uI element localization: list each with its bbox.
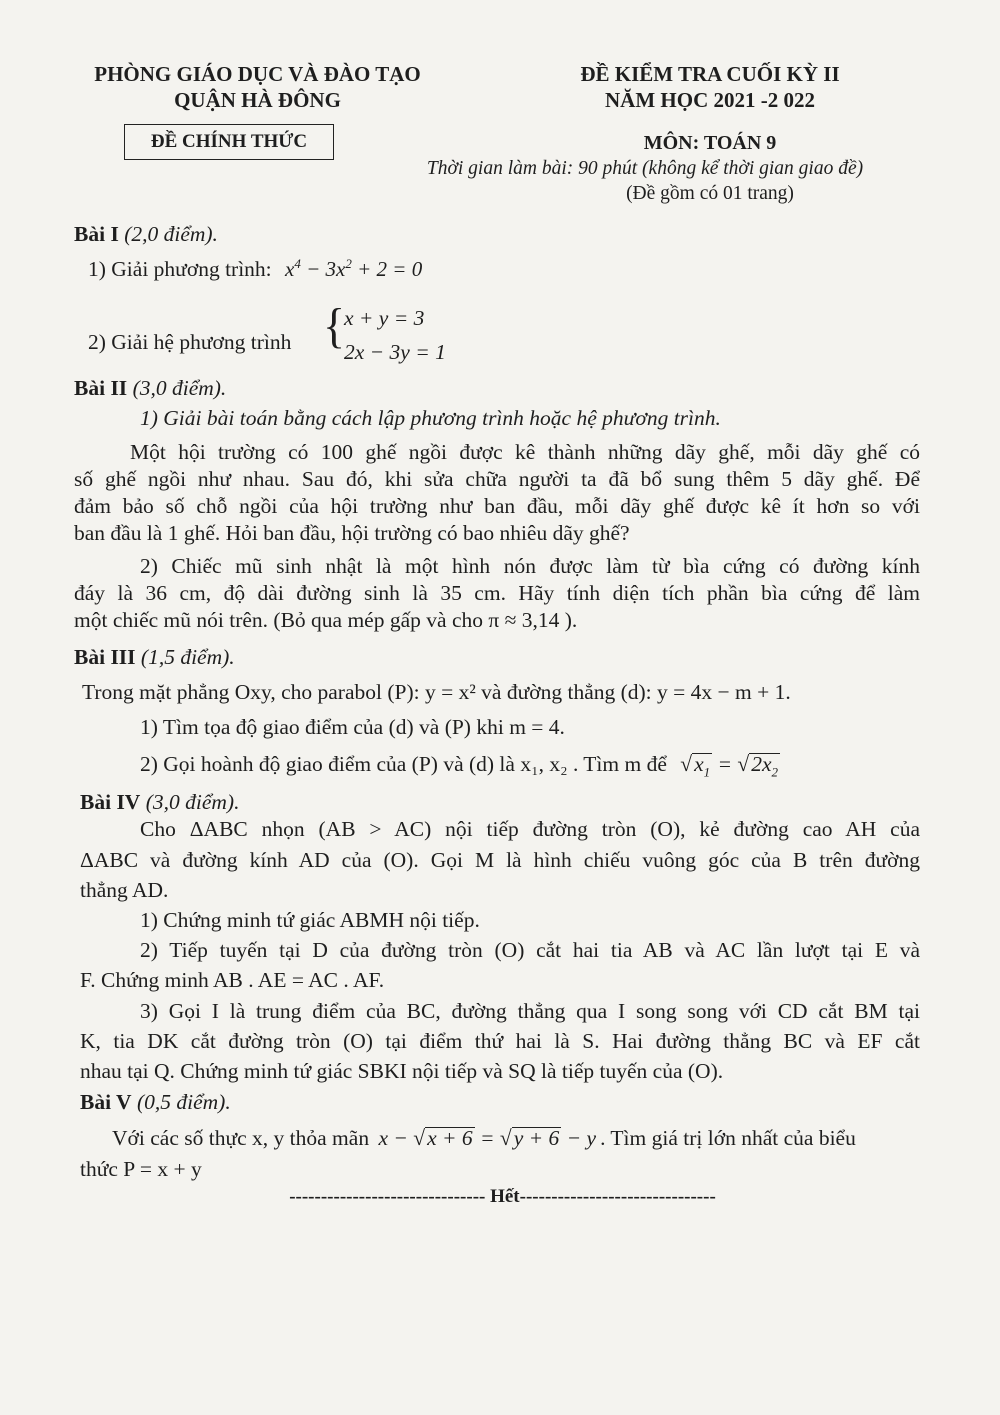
bai3-q1: 1) Tìm tọa độ giao điểm của (d) và (P) khi m = 4. bbox=[140, 715, 565, 739]
bai2-q1-line: ban đầu là 1 ghế. Hỏi ban đầu, hội trường có bao nhiêu dãy ghế? bbox=[74, 521, 630, 545]
pages-note: (Đề gồm có 01 trang) bbox=[626, 183, 794, 204]
system-eq2: 2x − 3y = 1 bbox=[344, 340, 446, 364]
bai2-q1-line: đảm bảo số chỗ ngồi của hội trường như ban đầu, mỗi dãy ghế được kê ít hơn so với bbox=[74, 494, 920, 518]
bai3-heading: Bài III (1,5 điểm). bbox=[74, 645, 235, 669]
school-year: NĂM HỌC 2021 -2 022 bbox=[605, 88, 815, 112]
bai4-line: thẳng AD. bbox=[80, 878, 169, 902]
bai4-q2-line: F. Chứng minh AB . AE = AC . AF. bbox=[80, 968, 385, 992]
bai4-q3-line: 3) Gọi I là trung điểm của BC, đường thẳng qua I song song với CD cắt BM tại bbox=[140, 999, 920, 1023]
time-note: Thời gian làm bài: 90 phút (không kể thời gian giao đề) bbox=[426, 158, 864, 179]
district-title: QUẬN HÀ ĐÔNG bbox=[174, 88, 341, 112]
bai3-intro: Trong mặt phẳng Oxy, cho parabol (P): y = x² và đường thẳng (d): y = 4x − m + 1. bbox=[82, 680, 791, 704]
bai2-q2-line: đáy là 36 cm, độ dài đường sinh là 35 cm. Hãy tính diện tích phần bìa cứng để làm bbox=[74, 581, 920, 605]
bai5-line1: Với các số thực x, y thỏa mãn x − √x + 6 = √y + 6 − y . Tìm giá trị lớn nhất của biểu bbox=[112, 1126, 856, 1150]
end-marker: ------------------------------- Hết------------------------------- bbox=[289, 1186, 716, 1207]
bai3-condition: $√x_1 = √2x_2$ bbox=[680, 752, 780, 776]
brace: { bbox=[323, 298, 346, 353]
bai1-q2: 2) Giải hệ phương trình bbox=[88, 330, 292, 354]
bai1-q1: 1) Giải phương trình: $x^4 - 3x^2 + 2 = 0$ bbox=[88, 256, 423, 281]
official-exam-box: ĐỀ CHÍNH THỨC bbox=[124, 124, 334, 160]
bai2-q1-line: số ghế ngồi như nhau. Sau đó, khi sửa chữa người ta đã bổ sung thêm 5 dãy ghế. Để bbox=[74, 467, 920, 491]
system-eq1: x + y = 3 bbox=[344, 306, 425, 330]
bai4-line: ΔABC và đường kính AD của (O). Gọi M là hình chiếu vuông góc của B trên đường bbox=[80, 848, 920, 872]
bai5-equation: x − √x + 6 = √y + 6 − y bbox=[378, 1126, 597, 1150]
bai2-q1-line: Một hội trường có 100 ghế ngồi được kê thành những dãy ghế, mỗi dãy ghế có bbox=[130, 440, 920, 464]
bai1-heading: Bài I (2,0 điểm). bbox=[74, 222, 218, 246]
department-title: PHÒNG GIÁO DỤC VÀ ĐÀO TẠO bbox=[94, 62, 421, 86]
bai1-equation: $x^4 - 3x^2 + 2 = 0$ bbox=[285, 256, 423, 281]
subject: MÔN: TOÁN 9 bbox=[643, 132, 777, 154]
bai4-q3-line: nhau tại Q. Chứng minh tứ giác SBKI nội tiếp và SQ là tiếp tuyến của (O). bbox=[80, 1059, 724, 1083]
bai2-q2-line: 2) Chiếc mũ sinh nhật là một hình nón được làm từ bìa cứng có đường kính bbox=[140, 554, 920, 578]
bai4-heading: Bài IV (3,0 điểm). bbox=[80, 790, 240, 814]
bai4-q1: 1) Chứng minh tứ giác ABMH nội tiếp. bbox=[140, 908, 480, 932]
exam-title: ĐỀ KIỂM TRA CUỐI KỲ II bbox=[580, 62, 840, 86]
bai4-q3-line: K, tia DK cắt đường tròn (O) tại điểm thứ hai là S. Hai đường thẳng BC và EF cắt bbox=[80, 1029, 920, 1053]
bai3-q2: 2) Gọi hoành độ giao điểm của (P) và (d) là x₁, x₂ . Tìm m để $√x_1 = √2x_2$ bbox=[140, 752, 780, 782]
bai4-q2-line: 2) Tiếp tuyến tại D của đường tròn (O) cắt hai tia AB và AC lần lượt tại E và bbox=[140, 938, 920, 962]
bai5-heading: Bài V (0,5 điểm). bbox=[80, 1090, 231, 1114]
bai2-q2-line: một chiếc mũ nói trên. (Bỏ qua mép gấp và cho π ≈ 3,14 ). bbox=[74, 608, 578, 632]
bai2-heading: Bài II (3,0 điểm). bbox=[74, 376, 227, 400]
bai4-line: Cho ΔABC nhọn (AB > AC) nội tiếp đường tròn (O), kẻ đường cao AH của bbox=[140, 817, 920, 841]
bai5-line2: thức P = x + y bbox=[80, 1157, 202, 1181]
bai2-q1-heading: 1) Giải bài toán bằng cách lập phương trình hoặc hệ phương trình. bbox=[140, 406, 721, 430]
